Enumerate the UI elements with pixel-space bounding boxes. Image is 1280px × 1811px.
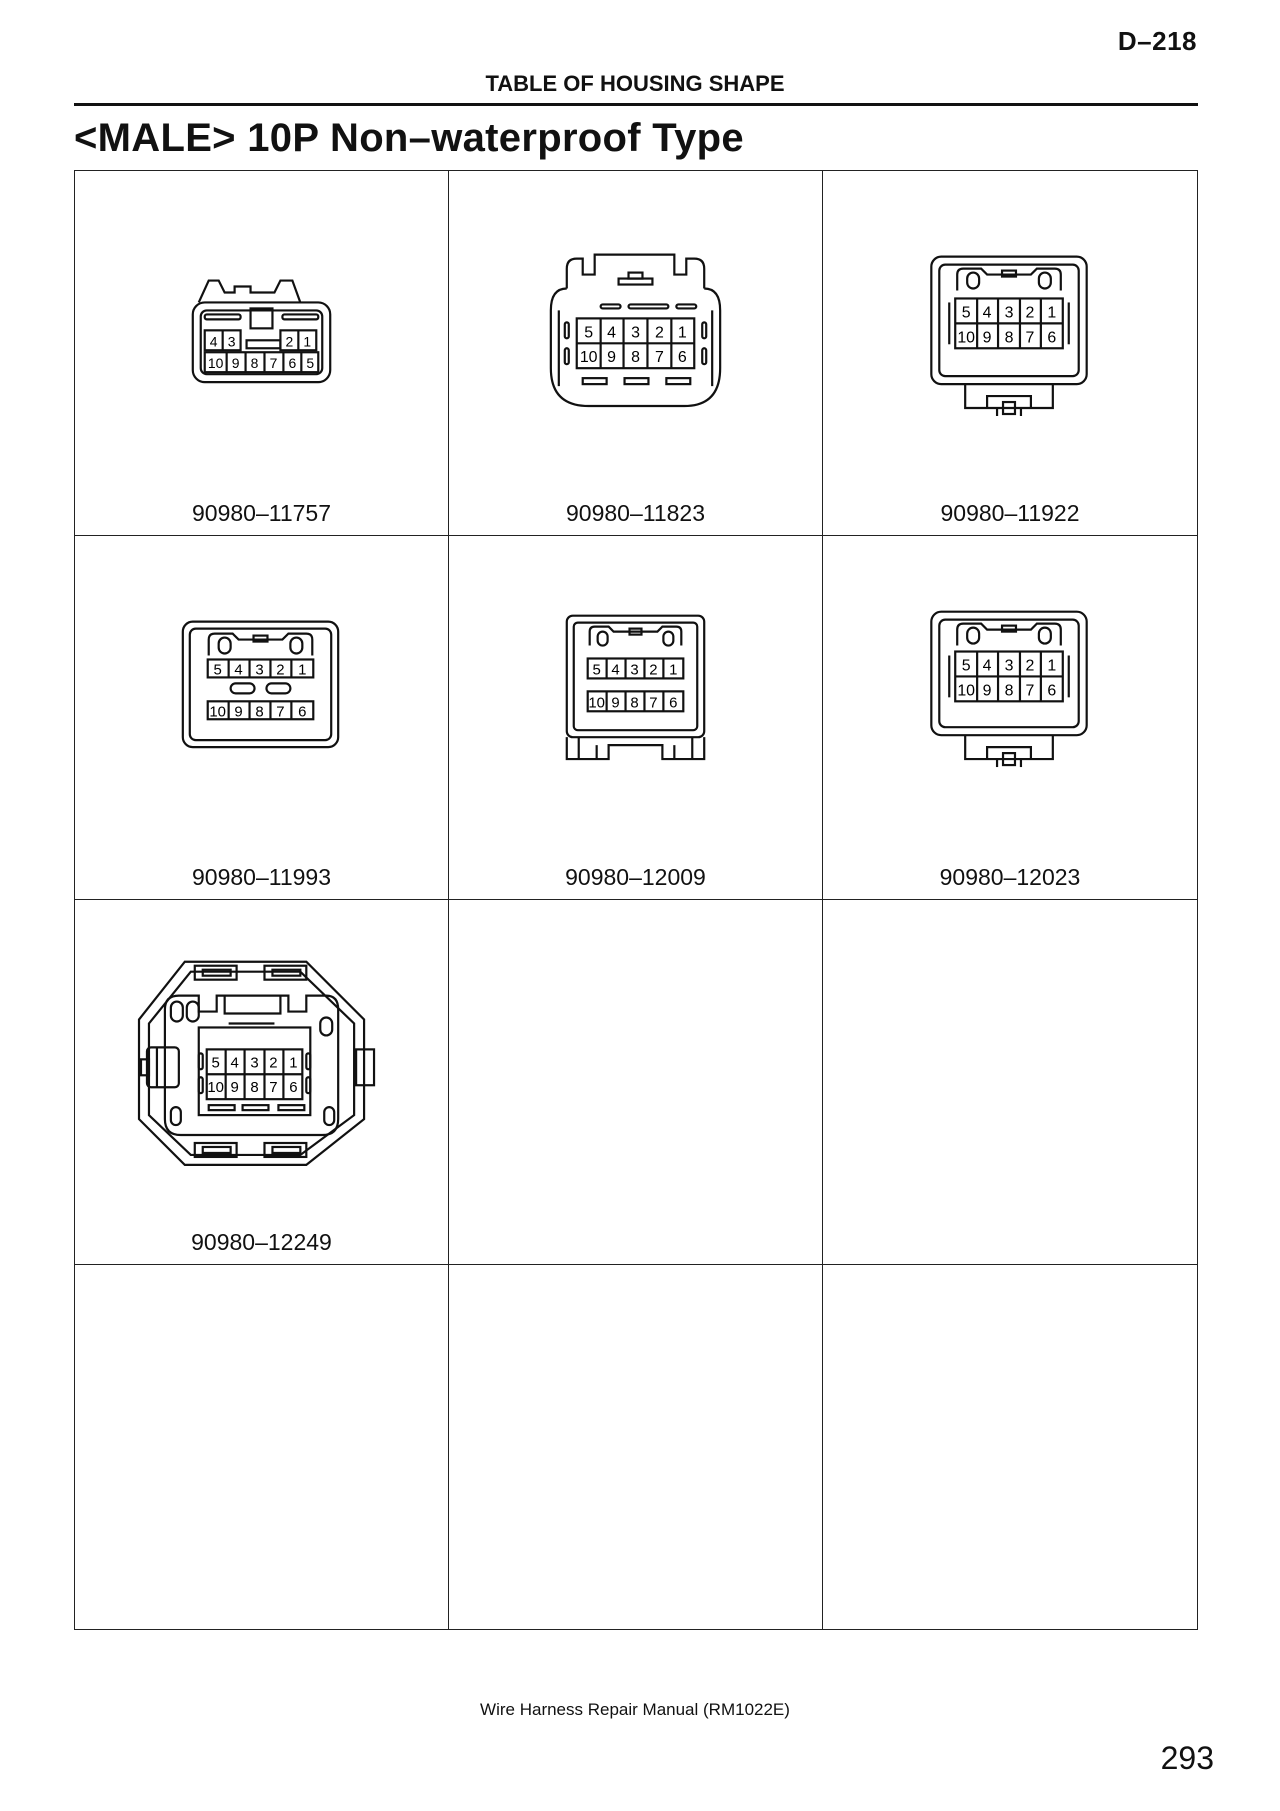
pin-label: 9 [611, 693, 620, 711]
connector-cell [449, 536, 823, 901]
header-rule [74, 103, 1198, 106]
pin-label: 10 [207, 355, 224, 372]
pin-label: 5 [592, 660, 601, 678]
connector-cell [823, 171, 1197, 536]
section-title: TABLE OF HOUSING SHAPE [485, 71, 785, 96]
pin-label: 1 [289, 1054, 298, 1072]
connector-cell [75, 536, 449, 901]
pin-label: 1 [1047, 304, 1057, 322]
part-number: 90980–11823 [566, 499, 705, 526]
pin-label: 9 [982, 681, 992, 699]
manual-title: Wire Harness Repair Manual (RM1022E) [480, 1700, 790, 1719]
pin-label: 3 [227, 333, 236, 350]
pin-label: 3 [255, 660, 264, 678]
pin-label: 10 [957, 681, 976, 699]
pin-label: 5 [584, 324, 594, 342]
part-number: 90980–12023 [939, 864, 1081, 890]
part-number: 90980–11757 [192, 499, 331, 526]
connector-drawing [449, 536, 822, 900]
pin-label: 3 [630, 660, 639, 678]
pin-label: 3 [631, 324, 640, 342]
empty-cell [823, 1265, 1197, 1630]
housing-table [74, 170, 1198, 1630]
pin-label: 4 [230, 1054, 239, 1072]
connector-cell [75, 171, 449, 536]
pin-label: 7 [1025, 329, 1035, 347]
pin-label: 6 [669, 693, 678, 711]
pin-label: 10 [579, 349, 598, 367]
page-number: 293 [1160, 1740, 1214, 1776]
pin-label: 4 [607, 324, 617, 342]
pin-label: 4 [234, 660, 243, 678]
part-number: 90980–12249 [191, 1228, 332, 1255]
pin-label: 8 [631, 349, 640, 367]
pin-label: 4 [982, 656, 992, 674]
pin-label: 5 [961, 656, 971, 674]
part-number: 90980–11993 [192, 864, 331, 890]
pin-label: 5 [211, 1054, 220, 1072]
connector-drawing [75, 900, 448, 1264]
pin-label: 7 [276, 702, 285, 720]
pin-label: 9 [231, 355, 240, 372]
pin-label: 10 [588, 693, 605, 711]
pin-label: 2 [285, 333, 294, 350]
pin-label: 10 [209, 702, 226, 720]
connector-cell [75, 900, 449, 1265]
pin-label: 3 [1004, 304, 1014, 322]
pin-label: 7 [1025, 681, 1035, 699]
pin-label: 9 [230, 1079, 239, 1097]
pin-label: 5 [213, 660, 222, 678]
pin-label: 8 [1004, 681, 1014, 699]
pin-label: 9 [607, 349, 617, 367]
empty-cell [823, 900, 1197, 1265]
pin-label: 3 [1004, 656, 1014, 674]
pin-label: 3 [250, 1054, 259, 1072]
pin-label: 2 [1025, 656, 1035, 674]
connector-drawing [75, 171, 448, 535]
pin-label: 10 [957, 329, 976, 347]
part-number: 90980–11922 [940, 499, 1080, 526]
pin-label: 7 [269, 1079, 278, 1097]
pin-label: 6 [677, 349, 687, 367]
page-code: D–218 [1117, 26, 1197, 56]
empty-cell [449, 900, 823, 1265]
pin-label: 8 [630, 693, 639, 711]
pin-label: 6 [1047, 681, 1057, 699]
pin-label: 9 [982, 329, 992, 347]
pin-label: 8 [250, 1079, 259, 1097]
pin-label: 1 [1047, 656, 1057, 674]
pin-label: 5 [306, 355, 315, 372]
pin-label: 1 [669, 660, 678, 678]
part-number: 90980–12009 [565, 864, 706, 890]
pin-label: 2 [1025, 304, 1035, 322]
pin-label: 7 [649, 693, 658, 711]
connector-cell [823, 536, 1197, 901]
pin-label: 4 [611, 660, 620, 678]
pin-label: 2 [276, 660, 285, 678]
empty-cell [449, 1265, 823, 1630]
connector-drawing [823, 536, 1197, 900]
pin-label: 6 [288, 355, 297, 372]
pin-label: 6 [289, 1079, 298, 1097]
pin-label: 9 [234, 702, 243, 720]
pin-label: 1 [303, 333, 312, 350]
pin-label: 1 [298, 660, 307, 678]
connector-cell [449, 171, 823, 536]
pin-label: 2 [269, 1054, 278, 1072]
pin-label: 7 [269, 355, 278, 372]
pin-label: 5 [961, 304, 971, 322]
connector-drawing [823, 171, 1197, 535]
pin-label: 4 [982, 304, 992, 322]
connector-drawing [449, 171, 822, 535]
pin-label: 4 [209, 333, 218, 350]
pin-label: 8 [250, 355, 259, 372]
connector-drawing [75, 536, 448, 900]
page-title: <MALE> 10P Non–waterproof Type [74, 116, 744, 160]
pin-label: 2 [649, 660, 658, 678]
pin-label: 8 [255, 702, 264, 720]
pin-label: 7 [654, 349, 664, 367]
pin-label: 8 [1004, 329, 1014, 347]
pin-label: 10 [207, 1079, 224, 1097]
pin-label: 2 [654, 324, 664, 342]
empty-cell [75, 1265, 449, 1630]
pin-label: 6 [1047, 329, 1057, 347]
pin-label: 1 [677, 324, 687, 342]
pin-label: 6 [298, 702, 307, 720]
